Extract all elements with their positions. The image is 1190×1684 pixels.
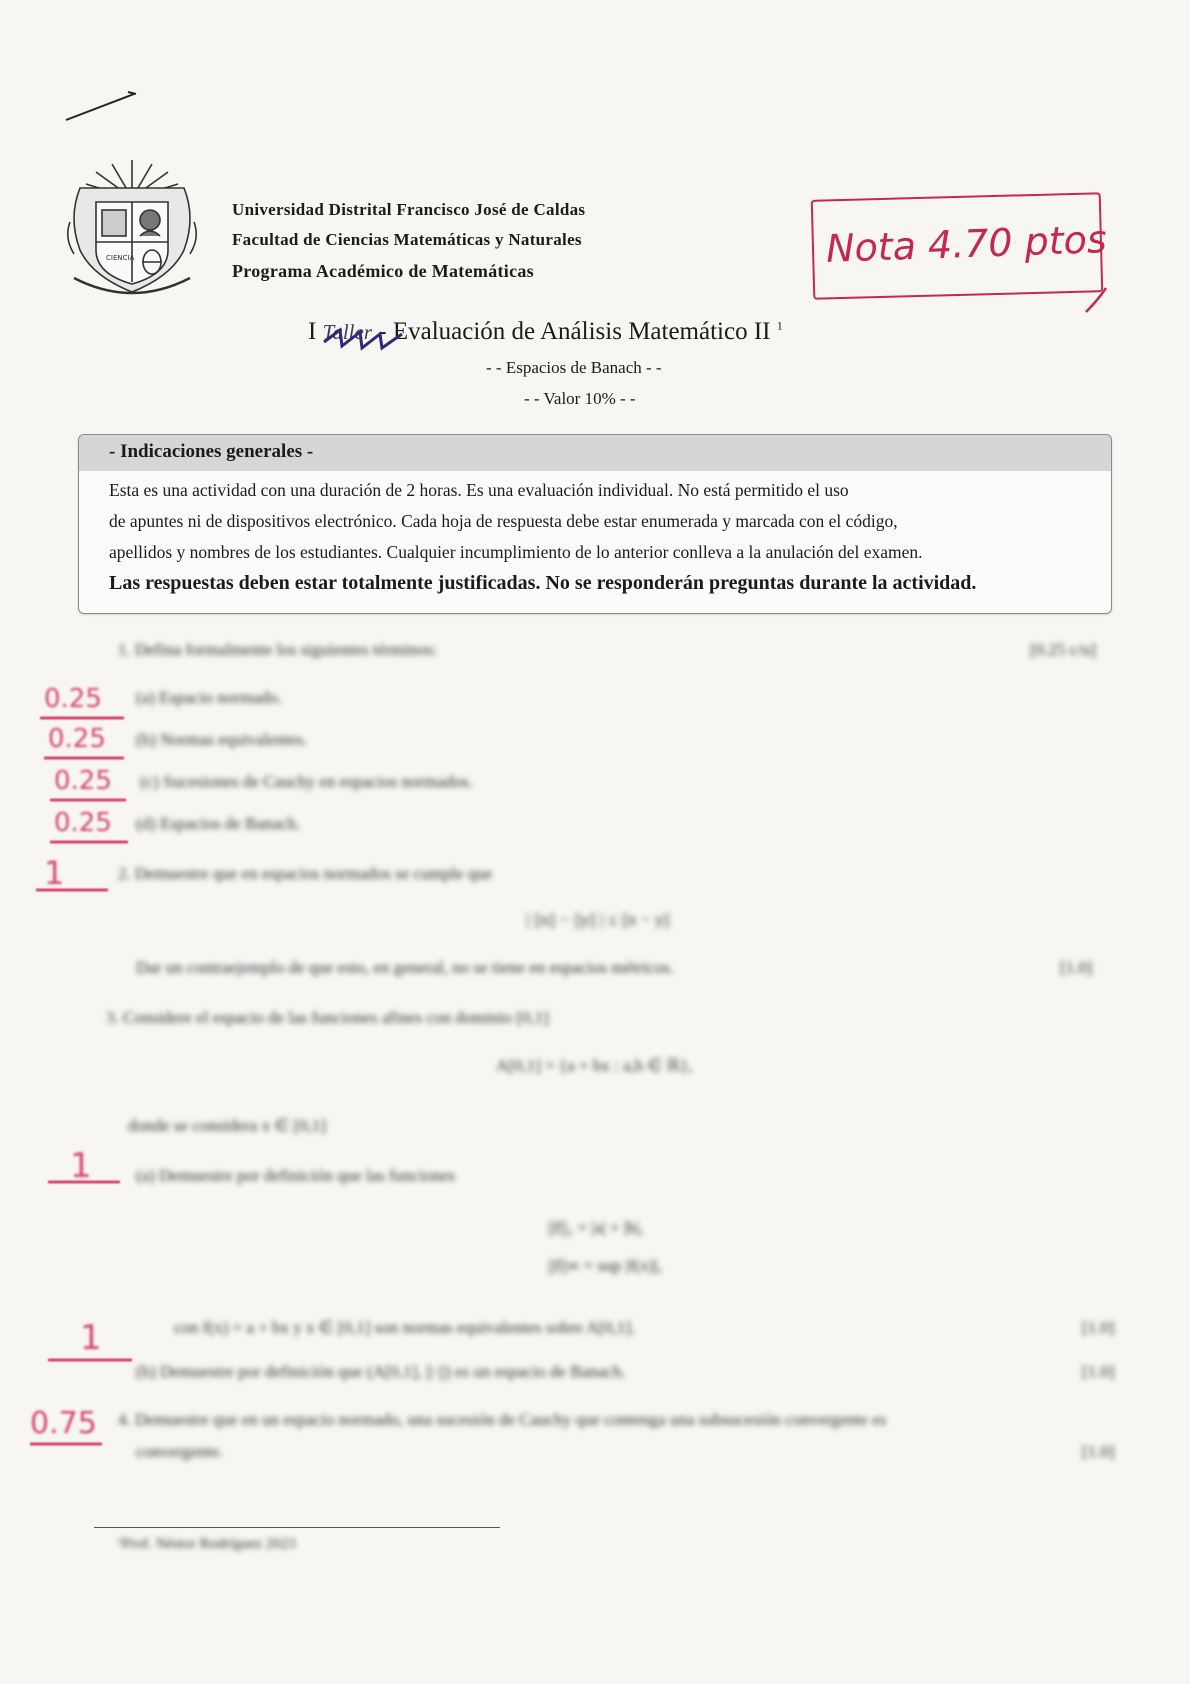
blurred-text-3a: con f(x) = a + bx y x ∈ [0,1] son normas equivalentes sobre A[0,1]. bbox=[174, 1318, 636, 1337]
instructions-heading: - Indicaciones generales - bbox=[109, 441, 314, 462]
blurred-formula-3a-1: ||f||₁ = |a| + |b|, bbox=[548, 1218, 644, 1237]
score-3a-part: 1 bbox=[70, 1146, 92, 1186]
score-1a: 0.25 bbox=[44, 684, 102, 714]
blurred-question-2: 2. Demuestre que en espacios normados se cumple que bbox=[118, 864, 493, 883]
score-2: 1 bbox=[44, 854, 65, 892]
blurred-item-d: (d) Espacios de Banach. bbox=[136, 814, 301, 833]
faculty-name: Facultad de Ciencias Matemáticas y Naturales bbox=[232, 230, 582, 249]
blurred-points-3a: [1.0] bbox=[1082, 1318, 1115, 1337]
program-name: Programa Académico de Matemáticas bbox=[232, 261, 534, 281]
instructions-line-3: apellidos y nombres de los estudiantes. Cualquier incumplimiento de lo anterior conlleva a la anulación del examen. bbox=[109, 542, 923, 562]
instructions-box bbox=[78, 434, 1112, 614]
blurred-item-c: (c) Sucesiones de Cauchy en espacios normados. bbox=[140, 772, 473, 791]
exam-subtitle: - - Espacios de Banach - - bbox=[486, 358, 662, 377]
university-seal-logo bbox=[62, 158, 202, 308]
score-1b: 0.25 bbox=[48, 724, 106, 754]
blurred-question-1: 1. Defina formalmente los siguientes términos: bbox=[118, 640, 438, 659]
score-underlines bbox=[28, 700, 148, 1460]
footnote-rule bbox=[94, 1527, 500, 1528]
instructions-line-4: Las respuestas deben estar totalmente justificadas. No se responderán preguntas durante la actividad. bbox=[109, 572, 977, 594]
score-1d: 0.25 bbox=[54, 808, 112, 838]
blurred-item-b: (b) Normas equivalentes. bbox=[136, 730, 308, 749]
university-name: Universidad Distrital Francisco José de Caldas bbox=[232, 200, 586, 219]
title-struck-word: Taller bbox=[322, 320, 372, 344]
blurred-points-1: [0.25 c/u] bbox=[1030, 640, 1097, 659]
score-3b: 1 bbox=[80, 1318, 102, 1358]
instructions-text bbox=[109, 475, 1084, 599]
blurred-formula-2: | ||x|| − ||y|| | ≤ ||x − y|| bbox=[526, 910, 671, 929]
score-1c: 0.25 bbox=[54, 766, 112, 796]
score-4: 0.75 bbox=[30, 1406, 97, 1441]
blurred-formula-3: A[0,1] = {a + bx : a,b ∈ ℝ}, bbox=[496, 1056, 693, 1075]
blurred-question-3: 3. Considere el espacio de las funciones afines con dominio [0,1] bbox=[106, 1008, 549, 1027]
blurred-points-2: [1.0] bbox=[1060, 958, 1093, 977]
blurred-item-3b: (b) Demuestre por definición que (A[0,1], ||·||) es un espacio de Banach. bbox=[136, 1362, 626, 1381]
title-main: - Evaluación de Análisis Matemático II bbox=[378, 318, 771, 345]
blurred-points-4: [1.0] bbox=[1082, 1442, 1115, 1461]
instructions-line-1: Esta es una actividad con una duración de 2 horas. Es una evaluación individual. No está permitido el uso bbox=[109, 480, 849, 500]
blurred-text-3: donde se considera x ∈ [0,1] bbox=[128, 1116, 326, 1135]
blurred-question-4: 4. Demuestre que en un espacio normado, una sucesión de Cauchy que contenga una subsucesión convergente es bbox=[118, 1410, 887, 1429]
blurred-text-2b: Dar un contraejemplo de que esto, en general, no se tiene en espacios métricos. bbox=[136, 958, 675, 977]
title-prefix: I bbox=[308, 318, 317, 345]
grade-box-tail bbox=[1082, 286, 1112, 316]
blurred-footnote: ¹Prof. Néstor Rodríguez 2023 bbox=[118, 1536, 296, 1552]
blurred-item-3a: (a) Demuestre por definición que las funciones bbox=[136, 1166, 456, 1185]
title-footnote-mark: 1 bbox=[776, 318, 783, 333]
instructions-line-2: de apuntes ni de dispositivos electrónico. Cada hoja de respuesta debe estar enumerada y marcada con el código, bbox=[109, 511, 898, 531]
blurred-points-3b: [1.0] bbox=[1082, 1362, 1115, 1381]
blurred-formula-3a-2: ||f||∞ = sup |f(x)|, bbox=[548, 1256, 662, 1275]
svg-text:CIENCIA: CIENCIA bbox=[106, 254, 135, 262]
pen-mark bbox=[62, 86, 142, 126]
grade-note: Nota 4.70 ptos bbox=[825, 217, 1108, 271]
blurred-item-a: (a) Espacio normado. bbox=[136, 688, 282, 707]
scribble-strike bbox=[322, 326, 408, 352]
blurred-question-4b: convergente. bbox=[136, 1442, 224, 1461]
exam-value: - - Valor 10% - - bbox=[524, 389, 636, 408]
